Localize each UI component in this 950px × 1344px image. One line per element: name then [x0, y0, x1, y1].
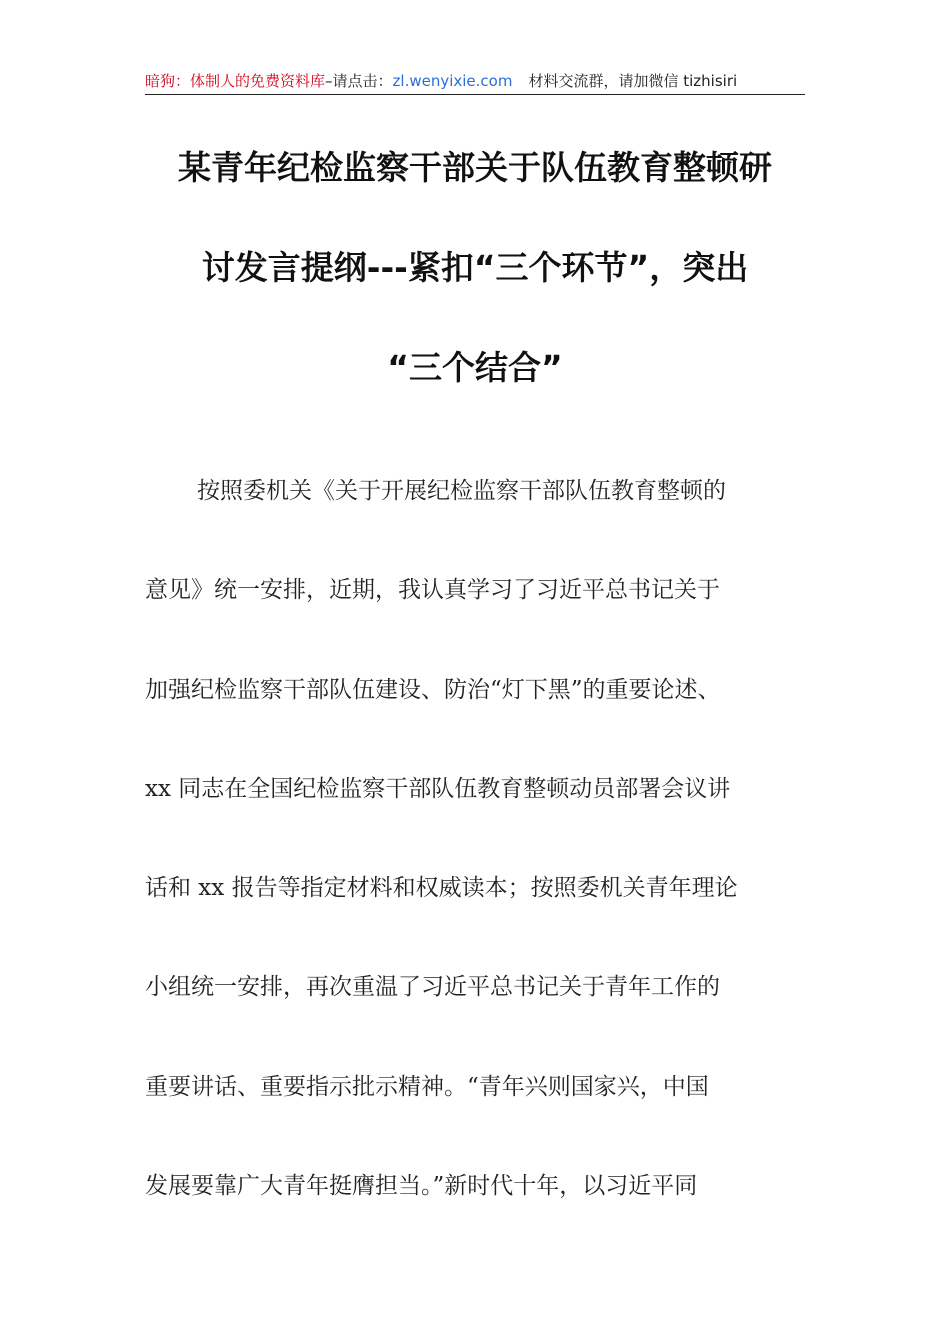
contact-text: 材料交流群，请加微信 tizhisiri — [528, 72, 738, 90]
title-line: “三个结合” — [387, 348, 563, 387]
click-prefix: –请点击： — [325, 72, 393, 90]
body-line: 发展要靠广大青年挺膺担当。”新时代十年，以习近平同 — [145, 1173, 698, 1200]
document-body — [145, 461, 805, 1255]
body-line: 小组统一安排，再次重温了习近平总书记关于青年工作的 — [145, 974, 720, 1001]
body-line: 话和 xx 报告等指定材料和权威读本；按照委机关青年理论 — [145, 875, 738, 902]
body-line: 重要讲话、重要指示批示精神。“青年兴则国家兴，中国 — [145, 1073, 709, 1100]
site-name: 暗狗：体制人的免费资料库 — [145, 72, 326, 90]
body-line: 按照委机关《关于开展纪检监察干部队伍教育整顿的 — [197, 478, 726, 504]
body-line: 意见》统一安排，近期，我认真学习了习近平总书记关于 — [145, 577, 720, 604]
page-header — [145, 70, 805, 95]
site-link[interactable]: zl.wenyixie.com — [392, 72, 513, 90]
title-line: 某青年纪检监察干部关于队伍教育整顿研 — [178, 148, 772, 187]
document-title — [145, 118, 805, 418]
body-line: xx 同志在全国纪检监察干部队伍教育整顿动员部署会议讲 — [145, 775, 731, 802]
title-line: 讨发言提纲---紧扣“三个环节”，突出 — [201, 248, 749, 287]
body-line: 加强纪检监察干部队伍建设、防治“灯下黑”的重要论述、 — [145, 676, 721, 703]
